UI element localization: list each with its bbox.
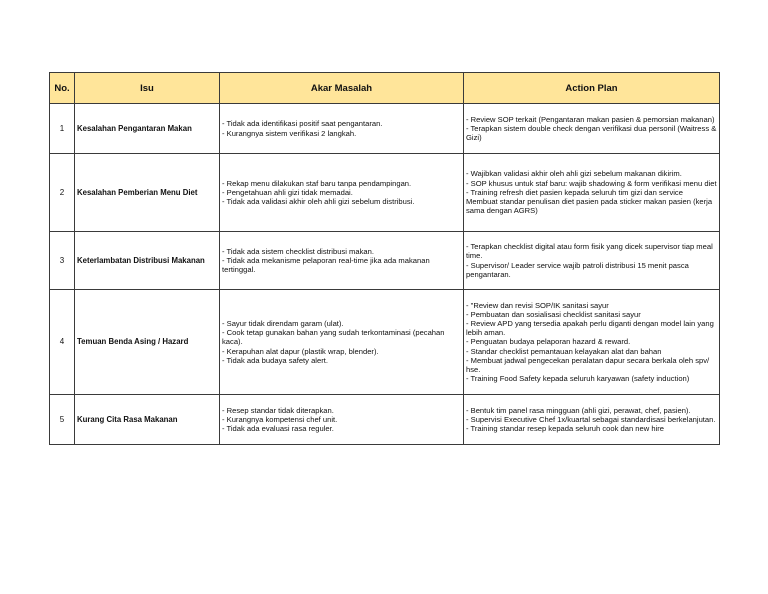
action-plan-cell <box>464 104 720 154</box>
action-item: - Supervisor/ Leader service wajib patroli distribusi 15 menit pasca pengantaran. <box>466 260 689 279</box>
root-cause-item: - Cook tetap gunakan bahan yang sudah terkontaminasi (pecahan kaca). <box>222 328 445 347</box>
root-cause-item: - Rekap menu dilakukan staf baru tanpa pendampingan. <box>222 178 412 188</box>
action-item: - Wajibkan validasi akhir oleh ahli gizi sebelum makanan dikirim. <box>466 169 682 179</box>
root-cause-item: - Tidak ada budaya safety alert. <box>222 355 328 365</box>
action-item: - Penguatan budaya pelaporan hazard & reward. <box>466 337 631 347</box>
header-action-plan: Action Plan <box>464 73 720 104</box>
table-row <box>50 104 720 154</box>
row-number: 2 <box>50 154 75 232</box>
table-row <box>50 232 720 290</box>
action-item: - Training standar resep kepada seluruh cook dan new hire <box>466 424 664 434</box>
root-cause-item: - Pengetahuan ahli gizi tidak memadai. <box>222 187 353 197</box>
action-item: - Training refresh diet pasien kepada seluruh tim gizi dan service <box>466 187 683 197</box>
root-cause-item: - Resep standar tidak diterapkan. <box>222 405 334 415</box>
root-cause-cell <box>220 154 464 232</box>
action-plan-cell <box>464 232 720 290</box>
issue-cell: Kurang Cita Rasa Makanan <box>75 395 220 445</box>
row-number: 1 <box>50 104 75 154</box>
root-cause-cell <box>220 104 464 154</box>
row-number: 4 <box>50 290 75 395</box>
action-plan-cell <box>464 154 720 232</box>
issue-cell: Kesalahan Pemberian Menu Diet <box>75 154 220 232</box>
action-item: - Supervisi Executive Chef 1x/kuartal sebagai standardisasi berkelanjutan. <box>466 414 716 424</box>
table-row <box>50 290 720 395</box>
action-item: - Terapkan sistem double check dengan verifikasi dua personil (Waitress & Gizi) <box>466 123 717 143</box>
action-item: - Pembuatan dan sosialisasi checklist sanitasi sayur <box>466 309 641 319</box>
root-cause-item: - Tidak ada mekanisme pelaporan real-time jika ada makanan tertinggal. <box>222 255 430 275</box>
root-cause-cell <box>220 395 464 445</box>
action-item: - Bentuk tim panel rasa mingguan (ahli gizi, perawat, chef, pasien). <box>466 405 691 415</box>
issue-cell: Temuan Benda Asing / Hazard <box>75 290 220 395</box>
issue-cell: Kesalahan Pengantaran Makan <box>75 104 220 154</box>
action-item: - Membuat jadwal pengecekan peralatan dapur secara berkala oleh spv/ hse. <box>466 355 710 374</box>
root-cause-item: - Tidak ada evaluasi rasa reguler. <box>222 424 334 434</box>
action-item: - Standar checklist pemantauan kelayakan alat dan bahan <box>466 346 662 356</box>
root-cause-item: - Kerapuhan alat dapur (plastik wrap, blender). <box>222 346 379 356</box>
action-item: - "Review dan revisi SOP/IK sanitasi sayur <box>466 300 609 310</box>
root-cause-item: - Sayur tidak direndam garam (ulat). <box>222 318 344 328</box>
header-no: No. <box>50 73 75 104</box>
table-header-row <box>50 73 720 104</box>
root-cause-item: - Kurangnya sistem verifikasi 2 langkah. <box>222 128 357 138</box>
row-number: 5 <box>50 395 75 445</box>
root-cause-item: - Tidak ada sistem checklist distribusi makan. <box>222 246 374 256</box>
issue-cell: Keterlambatan Distribusi Makanan <box>75 232 220 290</box>
action-item: - Review SOP terkait (Pengantaran makan pasien & pemorsian makanan) <box>466 114 715 124</box>
header-akar-masalah: Akar Masalah <box>220 73 464 104</box>
root-cause-cell <box>220 290 464 395</box>
root-cause-item: - Kurangnya kompetensi chef unit. <box>222 414 338 424</box>
action-plan-cell <box>464 290 720 395</box>
root-cause-item: - Tidak ada validasi akhir oleh ahli gizi sebelum distribusi. <box>222 197 415 207</box>
action-item: - Review APD yang tersedia apakah perlu diganti dengan model lain yang lebih aman. <box>466 318 714 338</box>
row-number: 3 <box>50 232 75 290</box>
table-row <box>50 154 720 232</box>
root-cause-item: - Tidak ada identifikasi positif saat pengantaran. <box>222 119 383 129</box>
action-item: - Terapkan checklist digital atau form fisik yang dicek supervisor tiap meal time. <box>466 242 713 261</box>
action-item: Membuat standar penulisan diet pasien pada sticker makan pasien (kerja sama dengan AGRS) <box>466 197 713 216</box>
root-cause-cell <box>220 232 464 290</box>
action-plan-table <box>49 72 720 445</box>
table-row <box>50 395 720 445</box>
action-plan-cell <box>464 395 720 445</box>
header-isu: Isu <box>75 73 220 104</box>
action-item: - SOP khusus untuk staf baru: wajib shadowing & form verifikasi menu diet <box>466 178 717 188</box>
action-item: - Training Food Safety kepada seluruh karyawan (safety induction) <box>466 374 690 384</box>
